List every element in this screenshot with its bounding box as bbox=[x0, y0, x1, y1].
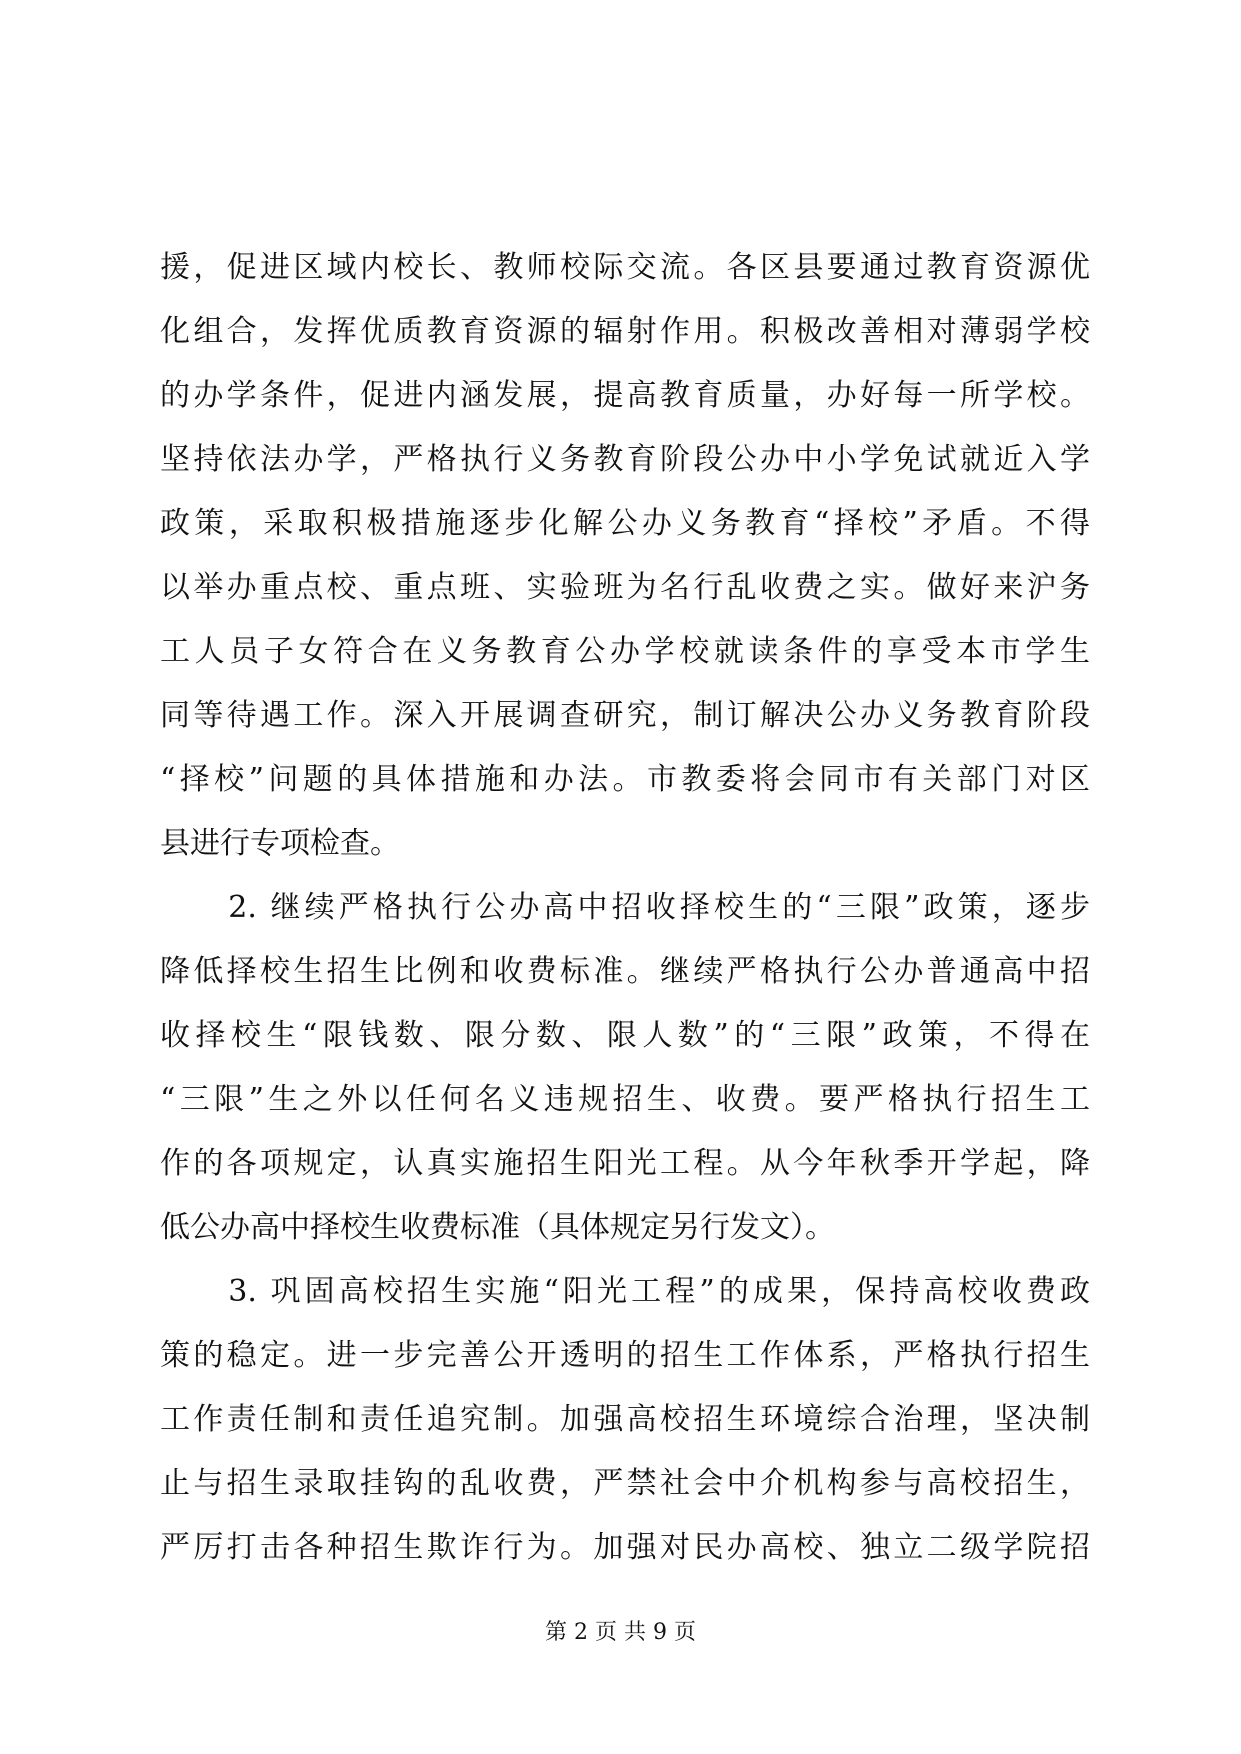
text-line: “择校”问题的具体措施和办法。市教委将会同市有关部门对区 bbox=[160, 762, 1090, 797]
text-line: 坚持依法办学，严格执行义务教育阶段公办中小学免试就近入学 bbox=[160, 442, 1090, 477]
text-line: 收择校生“限钱数、限分数、限人数”的“三限”政策，不得在 bbox=[160, 1018, 1090, 1053]
text-line: 县进行专项检查。 bbox=[160, 826, 400, 861]
text-line: 政策，采取积极措施逐步化解公办义务教育“择校”矛盾。不得 bbox=[160, 506, 1090, 541]
text-line: 的办学条件，促进内涵发展，提高教育质量，办好每一所学校。 bbox=[160, 378, 1090, 413]
text-line: 以举办重点校、重点班、实验班为名行乱收费之实。做好来沪务 bbox=[160, 570, 1090, 605]
text-line: 止与招生录取挂钩的乱收费，严禁社会中介机构参与高校招生， bbox=[160, 1466, 1090, 1501]
text-line: 作的各项规定，认真实施招生阳光工程。从今年秋季开学起，降 bbox=[160, 1146, 1090, 1181]
text-line: 降低择校生招生比例和收费标准。继续严格执行公办普通高中招 bbox=[160, 954, 1090, 989]
text-line: 化组合，发挥优质教育资源的辐射作用。积极改善相对薄弱学校 bbox=[160, 314, 1090, 349]
text-line: 援，促进区域内校长、教师校际交流。各区县要通过教育资源优 bbox=[160, 250, 1090, 285]
text-line: 2. 继续严格执行公办高中招收择校生的“三限”政策，逐步 bbox=[160, 890, 1090, 925]
text-line: 低公办高中择校生收费标准（具体规定另行发文）。 bbox=[160, 1210, 835, 1245]
text-line: 工作责任制和责任追究制。加强高校招生环境综合治理，坚决制 bbox=[160, 1402, 1090, 1437]
page-footer: 第 2 页 共 9 页 bbox=[545, 1620, 696, 1645]
text-line: 策的稳定。进一步完善公开透明的招生工作体系，严格执行招生 bbox=[160, 1338, 1090, 1373]
text-line: 严厉打击各种招生欺诈行为。加强对民办高校、独立二级学院招 bbox=[160, 1530, 1090, 1565]
text-line: 工人员子女符合在义务教育公办学校就读条件的享受本市学生 bbox=[160, 634, 1090, 669]
body-text bbox=[160, 236, 1090, 1580]
text-line: “三限”生之外以任何名义违规招生、收费。要严格执行招生工 bbox=[160, 1082, 1090, 1117]
text-line: 同等待遇工作。深入开展调查研究，制订解决公办义务教育阶段 bbox=[160, 698, 1090, 733]
text-line: 3. 巩固高校招生实施“阳光工程”的成果，保持高校收费政 bbox=[160, 1274, 1090, 1309]
